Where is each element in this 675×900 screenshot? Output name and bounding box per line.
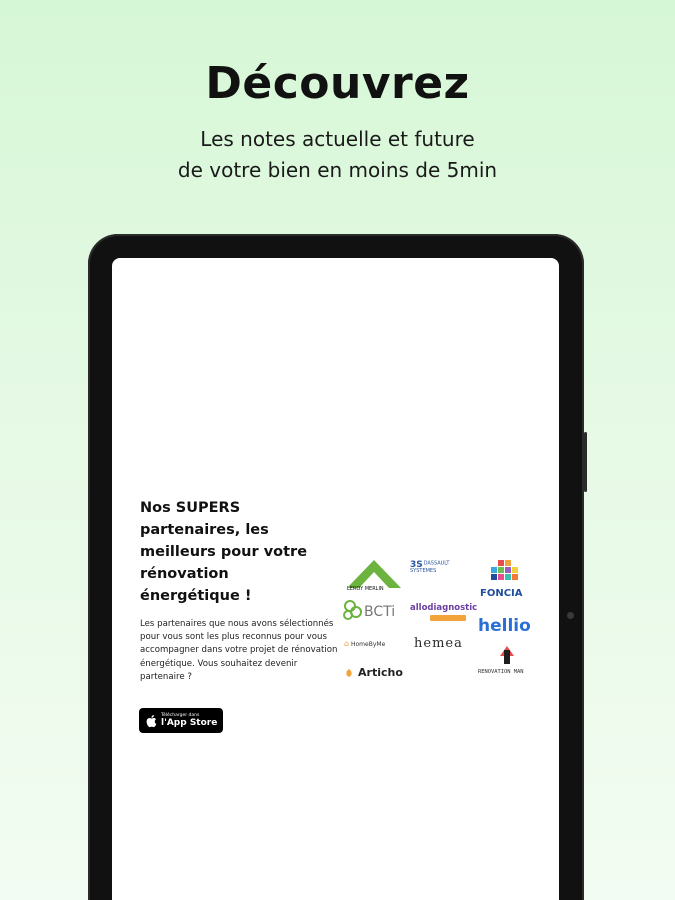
page-title: Découvrez bbox=[205, 58, 470, 109]
leroy-merlin-text: LEROY MERLIN bbox=[347, 586, 384, 592]
bcti-logo bbox=[342, 598, 410, 624]
dassault-logo bbox=[410, 558, 474, 576]
tablet-side-button bbox=[584, 432, 587, 492]
renovation-man-logo bbox=[478, 642, 536, 676]
app-store-small-label: Télécharger dans bbox=[161, 713, 200, 718]
tablet-screen bbox=[112, 258, 559, 900]
renovation-man-text: RENOVATION MAN bbox=[478, 669, 524, 675]
hellio-logo: hellio bbox=[478, 616, 531, 636]
tablet-camera bbox=[567, 612, 574, 619]
artticho-text: Articho bbox=[358, 666, 403, 679]
bcti-text: BCTi bbox=[364, 604, 396, 620]
page-subtitle bbox=[0, 124, 675, 186]
homebyme-logo bbox=[344, 639, 385, 648]
allodiagnostic-text: allodiagnostic bbox=[410, 603, 478, 613]
promo-description: Les partenaires que nous avons sélectionnés pour vous sont les plus reconnus pour vous accompagner dans votre projet de rénovation énergétique. Vous souhaitez devenir partenaire ? bbox=[140, 619, 338, 682]
allodiagnostic-logo bbox=[408, 598, 478, 628]
subtitle-line-2: de votre bien en moins de 5min bbox=[177, 158, 498, 182]
app-store-label: l'App Store bbox=[161, 718, 218, 728]
homebyme-text: HomeByMe bbox=[351, 641, 386, 648]
homebyme-icon: ⌂ bbox=[344, 639, 350, 648]
promo-title: Nos SUPERS partenaires, les meilleurs pour votre rénovation énergétique ! bbox=[140, 500, 308, 604]
dassault-text: DASSAULT SYSTEMES bbox=[410, 560, 450, 574]
artticho-logo bbox=[344, 666, 403, 679]
app-store-button[interactable] bbox=[139, 708, 223, 733]
subtitle-line-1: Les notes actuelle et future bbox=[200, 127, 475, 151]
svg-text:3S: 3S bbox=[410, 560, 422, 568]
foncia-logo bbox=[478, 558, 532, 602]
artticho-icon bbox=[344, 668, 354, 678]
hemea-logo: hemea bbox=[414, 636, 463, 651]
dassault-icon bbox=[410, 558, 422, 568]
leroy-merlin-logo bbox=[345, 554, 403, 592]
foncia-text: FONCIA bbox=[480, 588, 523, 599]
apple-icon bbox=[145, 714, 157, 728]
